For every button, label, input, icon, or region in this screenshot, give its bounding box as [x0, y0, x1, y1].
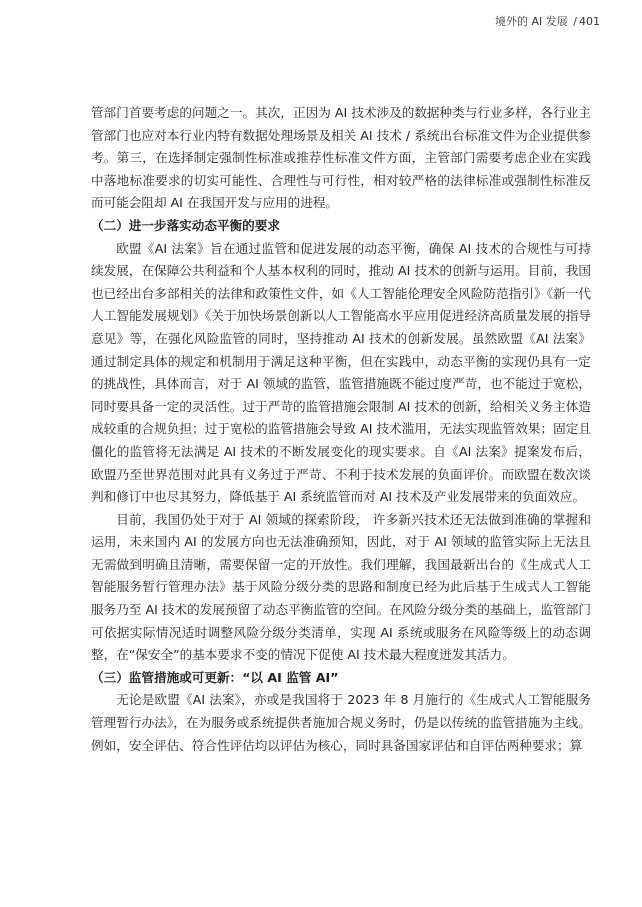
paragraph-continued: 管部门首要考虑的问题之一。其次，正因为 AI 技术涉及的数据种类与行业多样，各行业主管部门也应对本行业内特有数据处理场景及相关 AI 技术 / 系统出台标准文件为企业提供参考。第三，在选择制定强制性标准或推荐性标准文件方面，主管部门需要考虑企业在实践中落地标准要求的切实可能性、合理性与可行性，相对较严格的法律标准或强制性标准反而可能会阻却 AI 在我国开发与应用的进程。 [91, 105, 591, 211]
running-header [495, 13, 600, 29]
section-heading-3: （三）监管措施或可更新：“以 AI 监管 AI” [91, 669, 339, 685]
body-text [91, 102, 591, 757]
page-number: 401 [579, 15, 600, 28]
paragraph-2b: 目前，我国仍处于对于 AI 领域的探索阶段， 许多新兴技术还无法做到准确的掌握和运用，未来国内 AI 的发展方向也无法准确预知，因此，对于 AI 领域的监管实际上无法且无需做到明确且清晰，需要保留一定的开放性。我们理解，我国最新出台的《生成式人工智能服务暂行管理办法》基于风险分级分类的思路和制度已经为此后基于生成式人工智能服务乃至 AI 技术的发展预留了动态平衡监管的空间。在风险分级分类的基础上，监管部门可依据实际情况适时调整风险分级分类清单，实现 AI 系统或服务在风险等级上的动态调整，在“保安全”的基本要求不变的情况下促使 AI 技术最大程度迸发其活力。 [91, 511, 591, 663]
paragraph-2a: 欧盟《AI 法案》旨在通过监管和促进发展的动态平衡，确保 AI 技术的合规性与可持续发展，在保障公共利益和个人基本权利的同时，推动 AI 技术的创新与运用。目前，我国也已经出台多部相关的法律和政策性文件，如《人工智能伦理安全风险防范指引》《新一代人工智能发展规划》《关于加快场景创新以人工智能高水平应用促进经济高质量发展的指导意见》等，在强化风险监管的同时，坚持推动 AI 技术的创新发展。虽然欧盟《AI 法案》通过制定具体的规定和机制用于满足这种平衡，但在实践中，动态平衡的实现仍具有一定的挑战性，具体而言，对于 AI 领域的监管，监管措施既不能过度严苛，也不能过于宽松，同时要具备一定的灵活性。过于严苛的监管措施会限制 AI 技术的创新，给相关义务主体造成较重的合规负担；过于宽松的监管措施会导致 AI 技术滥用，无法实现监管效果；固定且僵化的监管将无法满足 AI 技术的不断发展变化的现实要求。自《AI 法案》提案发布后，欧盟乃至世界范围对此具有义务过于严苛、不利于技术发展的负面评价。而欧盟在数次谈判和修订中也尽其努力，降低基于 AI 系统监管而对 AI 技术及产业发展带来的负面效应。 [91, 240, 591, 505]
header-separator: / [573, 15, 577, 28]
section-heading-2: （二）进一步落实动态平衡的要求 [91, 217, 280, 233]
book-title: 境外的 AI 发展 [495, 15, 568, 28]
paragraph-3a: 无论是欧盟《AI 法案》，亦或是我国将于 2023 年 8 月施行的《生成式人工智能服务管理暂行办法》，在为服务或系统提供者施加合规义务时，仍是以传统的监管措施为主线。例如，安全评估、符合性评估均以评估为核心，同时具备国家评估和自评估两种要求；算 [91, 692, 591, 753]
